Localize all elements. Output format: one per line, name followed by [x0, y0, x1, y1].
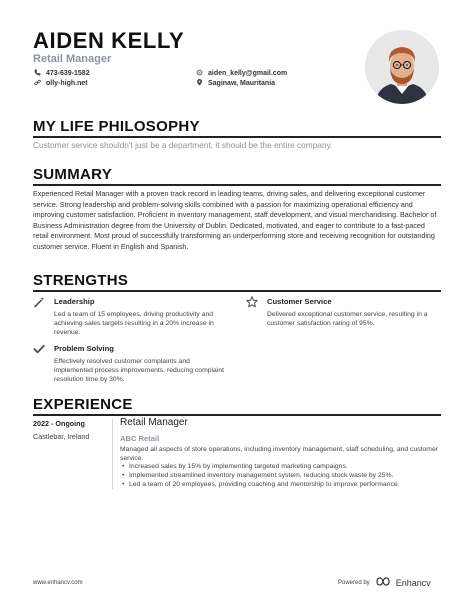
strength-description: Delivered exceptional customer service, resulting in a customer satisfaction rating of 95%.	[267, 311, 428, 328]
strength-customer-service	[246, 295, 441, 328]
contact-website	[33, 79, 88, 88]
star-icon	[246, 295, 258, 307]
strengths-title: STRENGTHS	[33, 272, 129, 289]
contact-email	[195, 69, 287, 78]
contact-location	[195, 79, 275, 88]
experience-description: Managed all aspects of store operations, including inventory management, staff scheduling, and customer service.	[120, 446, 439, 463]
phone-text[interactable]: 473-639-1582	[46, 70, 90, 77]
strength-problem-solving	[33, 342, 228, 385]
profile-photo	[365, 30, 439, 104]
phone-icon	[33, 69, 41, 78]
experience-bullet: • Implemented streamlined inventory management system, reducing stock waste by 25%.	[122, 471, 442, 480]
magic-wand-icon	[33, 295, 45, 307]
experience-date: 2022 - Ongoing	[33, 419, 85, 428]
strength-title: Leadership	[54, 296, 95, 306]
strength-title: Customer Service	[267, 296, 332, 306]
at-sign-icon	[195, 69, 203, 78]
footer-powered-by	[338, 577, 431, 588]
summary-divider	[33, 184, 441, 186]
link-icon	[33, 79, 41, 88]
experience-role: Retail Manager	[120, 417, 188, 428]
contact-phone	[33, 69, 90, 78]
enhancv-logo-icon	[376, 577, 390, 588]
candidate-role: Retail Manager	[33, 53, 112, 65]
experience-timeline-line	[112, 419, 113, 489]
brand-name[interactable]: Enhancv	[395, 577, 431, 588]
experience-location: Castlebar, Ireland	[33, 432, 90, 441]
strengths-divider	[33, 290, 441, 292]
candidate-name: AIDEN KELLY	[33, 28, 185, 53]
strength-description: Led a team of 15 employees, driving productivity and achieving sales targets resulting in a 20% increase in revenue.	[54, 311, 214, 337]
philosophy-text: Customer service shouldn't just be a department, it should be the entire company.	[33, 140, 333, 150]
experience-title: EXPERIENCE	[33, 396, 133, 413]
experience-divider	[33, 414, 441, 416]
checkmark-icon	[33, 342, 45, 354]
experience-company: ABC Retail	[120, 434, 160, 443]
experience-bullet: • Increased sales by 15% by implementing targeted marketing campaigns.	[122, 462, 442, 471]
email-text[interactable]: aiden_kelly@gmail.com	[208, 70, 288, 77]
experience-bullet-list	[122, 462, 442, 490]
summary-title: SUMMARY	[33, 166, 113, 183]
strength-title: Problem Solving	[54, 343, 114, 353]
location-pin-icon	[195, 79, 203, 88]
strength-description: Effectively resolved customer complaints and implemented process improvements, reducing complaint resolution time by 30%.	[54, 358, 224, 384]
powered-by-label: Powered by	[338, 579, 370, 586]
philosophy-divider	[33, 136, 441, 138]
website-text[interactable]: olly-high.net	[46, 80, 88, 87]
strength-leadership	[33, 295, 228, 338]
experience-bullet: • Led a team of 20 employees, providing coaching and mentorship to improve performance.	[122, 480, 442, 489]
footer-website[interactable]: www.enhancv.com	[33, 580, 83, 586]
summary-text: Experienced Retail Manager with a proven track record in leading teams, driving sales, and delivering exceptional customer service. Strong leadership and problem-solving skills combined with a passion for maximizing operational efficiency and improving customer satisfaction. Proficient in inventory management, staff development, and visual merchandising. Bachelor of Business Administration degree from the University of Dublin. Dedicated, motivated, and eager to contribute to a fast-paced retail environment. Most proud of successfully transforming an underperforming store and receiving recognition for outstanding customer service. Fluent in English and Spanish.	[33, 189, 437, 251]
location-text: Saginaw, Mauritania	[208, 80, 276, 87]
philosophy-title: MY LIFE PHILOSOPHY	[33, 118, 200, 135]
